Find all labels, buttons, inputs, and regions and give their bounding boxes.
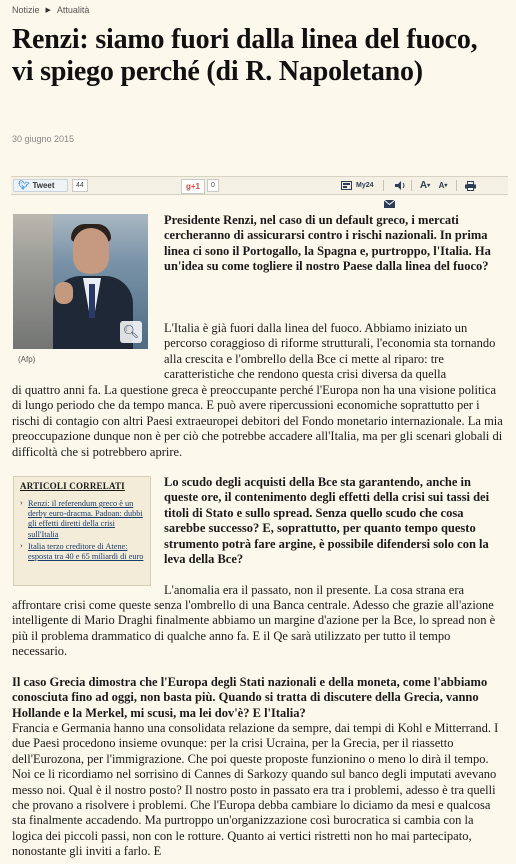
- question-3: Il caso Grecia dimostra che l'Europa degli Stati nazionali e della moneta, come l'abbiamo conosciuta fino ad oggi, non basta più. Quando si tratta di discutere della Grecia, vanno Hollande e la Merkel, mi scusi, ma lei dov'è? E l'Italia?: [12, 675, 488, 720]
- question-2: Lo scudo degli acquisti della Bce sta garantendo, anche in queste ore, il contenimento degli effetti della crisi sui tassi dei titoli di Stato e sullo spread. Senza quello scudo che cosa sarebbe successo? E, soprattutto, per quanto tempo questo strumento potrà fare argine, è possibile difendersi solo con la leva della Bce?: [164, 475, 490, 567]
- tweet-label: Tweet: [32, 181, 55, 190]
- chevron-right-icon: ▶: [45, 7, 51, 14]
- breadcrumb-notizie[interactable]: Notizie: [12, 5, 40, 15]
- answer-3: Francia e Germania hanno una consolidata relazione da sempre, dai tempi di Kohl e Mitterrand. I due Paesi procedono insieme ovunque: per la crisi Ucraina, per la Grecia, per il riassetto dell'Eurozona, per l'immigrazione. Che poi queste proposte funzionino o meno lo dirà il tempo. Noi ce li ricordiamo nel sorrisino di Cannes di Sarkozy quando sul banco degli imputati avevano messo noi. Qual è il nostro posto? Il nostro posto in passato era tra i problemi, adesso è tra quelli che provano a risolvere i problemi. Che l'Europa debba cambiare lo diciamo da mesi e qualcosa sta finalmente accadendo. Ma purtroppo un'organizzazione così burocratica si cambia con la logica dei piccoli passi, non con le rotture. Quanto ai vertici ristretti non ho mai partecipato, nonostante gli inviti a farlo. E: [12, 721, 499, 859]
- article-photo[interactable]: [13, 214, 148, 349]
- related-articles: [13, 476, 151, 586]
- tweet-bird-icon: 🐦︎: [18, 180, 30, 190]
- toolbar-divider: [456, 180, 457, 191]
- related-link[interactable]: › Italia terzo creditore di Atene: esposta tra 40 e 65 miliardi di euro: [20, 542, 144, 562]
- gplus-count: 0: [207, 179, 219, 192]
- tweet-button[interactable]: [13, 179, 68, 192]
- tweet-count: 44: [72, 179, 88, 192]
- share-toolbar: [11, 176, 508, 195]
- answer-1-right: L'Italia è già fuori dalla linea del fuoco. Abbiamo iniziato un percorso coraggioso di riforme strutturali, l'economia sta tornando alla crescita e l'ombrello della Bce ci mette al riparo: tre caratteristiche che rendono questa crisi diversa da quella: [164, 321, 496, 382]
- breadcrumb: [12, 5, 89, 15]
- print-icon[interactable]: [463, 179, 477, 192]
- photo-caption: (Afp): [18, 355, 36, 364]
- audio-icon[interactable]: [393, 179, 407, 192]
- answer-2-right: L'anomalia era il passato, non il presente. La cosa strana era: [164, 583, 465, 597]
- article-date: 30 giugno 2015: [12, 134, 75, 144]
- zoom-icon[interactable]: 🔍︎: [120, 321, 142, 343]
- question-1: Presidente Renzi, nel caso di un default greco, i mercati cercheranno di assicurarsi contro i rischi nazionali. In prima linea ci sono il Portogallo, la Spagna e, purtroppo, l'Italia. Ha un'idea su come togliere il nostro Paese dalla linea del fuoco?: [164, 213, 491, 274]
- font-increase-icon[interactable]: A ▾: [419, 180, 431, 191]
- answer-1: di quattro anni fa. La questione greca è preoccupante perché l'Europa non ha una visione politica di lungo periodo che da tempo manca. E può avere ripercussioni economiche soprattutto per i rischi di contagio con altri Paesi extraeuropei debitori del Fondo monetario internazionale. La mia preoccupazione dunque non è per ciò che potrebbe accadere all'Italia, ma per gli scenari globali di difficoltà che si potrebbero aprire.: [12, 383, 503, 459]
- font-decrease-icon[interactable]: A ▾: [438, 181, 448, 190]
- answer-2: affrontare crisi come queste senza l'ombrello di una Banca centrale. Adesso che grazie all'azione intelligente di Mario Draghi finalmente abbiamo un margine d'azione per la Bce, lo spread non è più il problema drammatico di qualche anno fa. E il Qe sarà utilizzato per tutto il tempo necessario.: [12, 598, 496, 659]
- share-icon[interactable]: [339, 179, 353, 192]
- email-icon[interactable]: [384, 200, 395, 210]
- related-heading: ARTICOLI CORRELATI: [20, 481, 125, 491]
- breadcrumb-attualita[interactable]: Attualità: [56, 5, 90, 15]
- toolbar-divider: [383, 180, 384, 191]
- article-title: Renzi: siamo fuori dalla linea del fuoco, vi spiego perché (di R. Napoletano): [12, 24, 478, 87]
- related-link[interactable]: › Renzi: il referendum greco è un derby euro-dracma. Padoan: dubbi gli effetti diretti della crisi sull'Italia: [20, 499, 144, 540]
- my24-icon[interactable]: My24: [356, 182, 374, 189]
- toolbar-divider: [411, 180, 412, 191]
- gplus-button[interactable]: g+1: [181, 179, 205, 194]
